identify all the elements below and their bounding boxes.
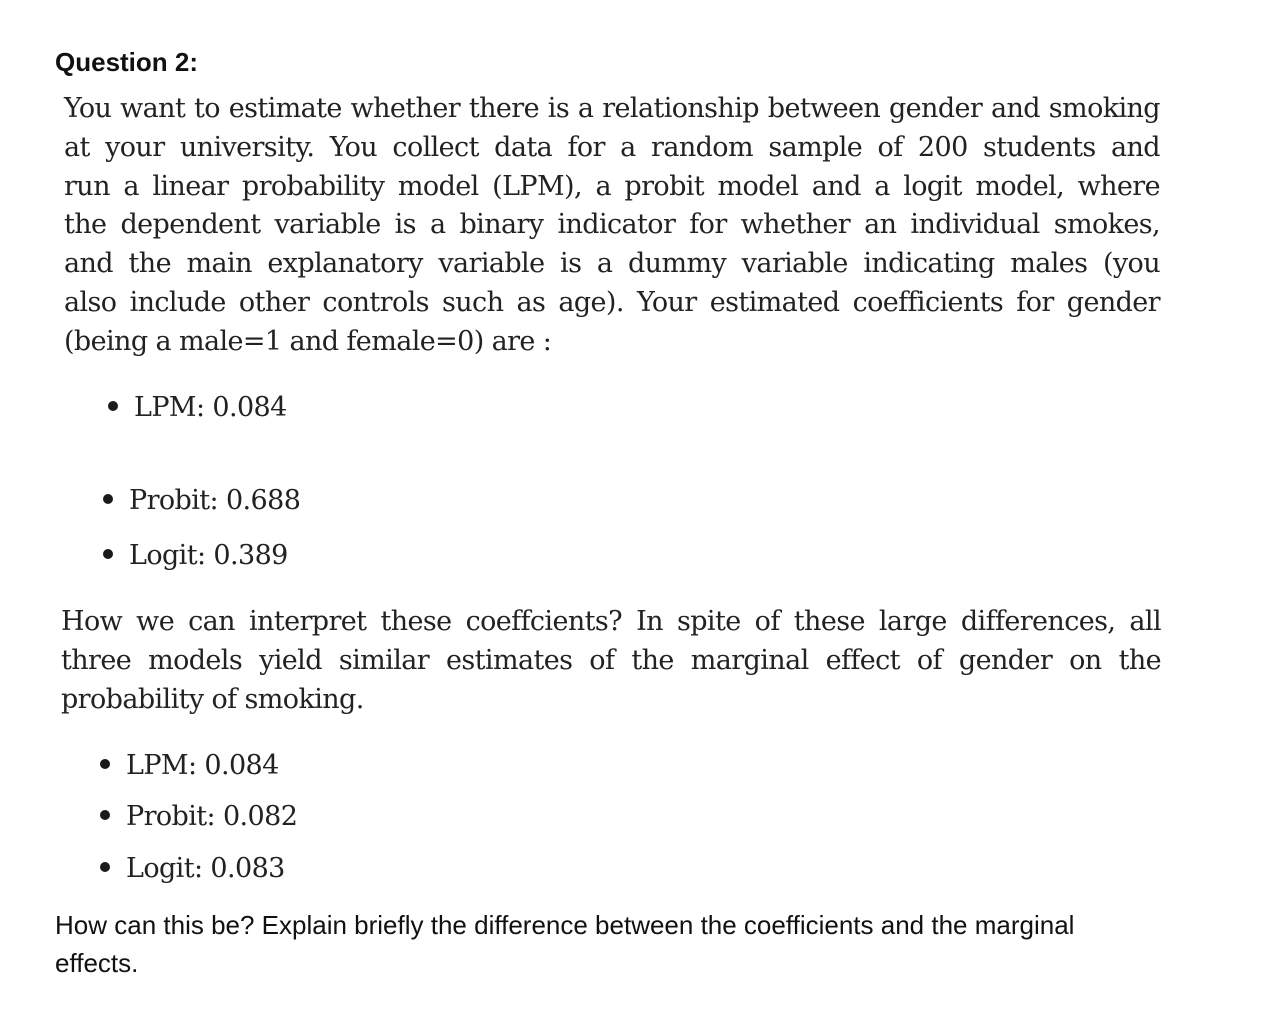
coefficient-text: Logit: 0.389 (129, 540, 288, 571)
closing-question (55, 906, 1205, 982)
interpretation-line: probability of smoking. (61, 683, 364, 715)
intro-line: (being a male=1 and female=0) are : (64, 325, 552, 357)
bullet-icon (108, 401, 118, 411)
closing-line: effects. (55, 948, 139, 978)
bullet-icon (100, 759, 110, 769)
intro-paragraph (64, 90, 1160, 362)
intro-line: and the main explanatory variable is a dummy variable indicating males (you (64, 248, 1160, 280)
marginal-effect-item-probit (100, 799, 297, 835)
bullet-icon (103, 549, 113, 559)
interpretation-line: How we can interpret these coeffcients? In spite of these large differences, all (61, 606, 1161, 637)
intro-line: the dependent variable is a binary indicator for whether an individual smokes, (64, 209, 1160, 241)
coefficient-item-lpm (108, 390, 287, 426)
marginal-effect-item-logit (100, 851, 285, 887)
interpretation-paragraph (61, 603, 1161, 719)
bullet-icon (100, 862, 110, 872)
marginal-effect-text: Probit: 0.082 (126, 801, 298, 832)
intro-line: at your university. You collect data for a random sample of 200 students and (64, 131, 1160, 163)
coefficient-item-logit (103, 538, 288, 574)
question-heading: Question 2: (55, 47, 199, 77)
bullet-icon (100, 810, 110, 820)
marginal-effect-text: Logit: 0.083 (126, 853, 285, 884)
coefficient-text: LPM: 0.084 (134, 392, 287, 423)
marginal-effect-text: LPM: 0.084 (126, 750, 279, 781)
closing-line: How can this be? Explain briefly the difference between the coefficients and the marginal (55, 910, 1075, 940)
coefficient-text: Probit: 0.688 (129, 485, 301, 516)
intro-line: run a linear probability model (LPM), a probit model and a logit model, where (64, 170, 1160, 202)
bullet-icon (103, 494, 113, 504)
interpretation-line: three models yield similar estimates of the marginal effect of gender on the (61, 644, 1161, 676)
intro-line: You want to estimate whether there is a relationship between gender and smoking (64, 93, 1160, 124)
intro-line: also include other controls such as age). Your estimated coefficients for gender (64, 286, 1160, 318)
coefficient-item-probit (103, 483, 300, 519)
marginal-effect-item-lpm (100, 748, 279, 784)
